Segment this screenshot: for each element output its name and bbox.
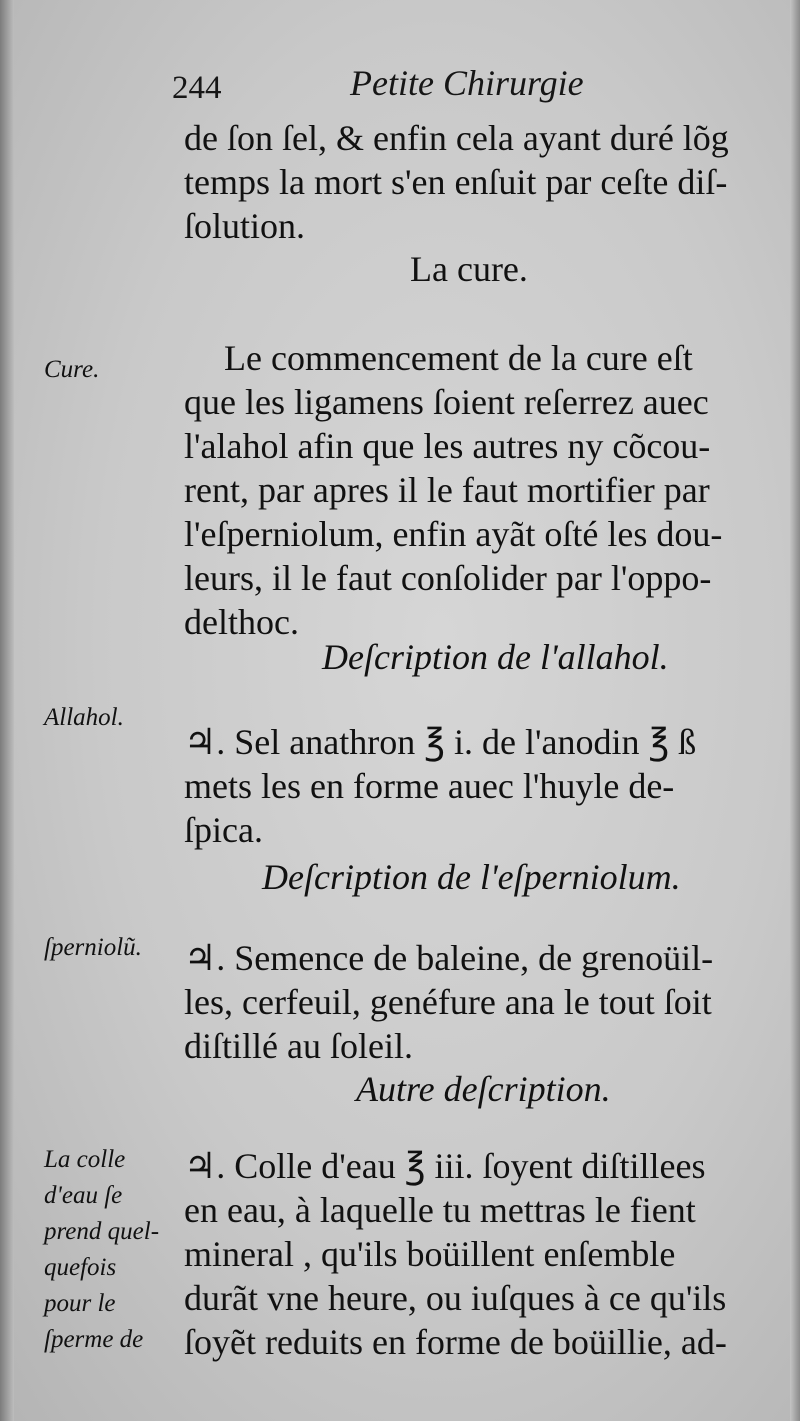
paragraph-top xyxy=(184,116,768,248)
text-line: rent, par apres il le faut mortifier par xyxy=(184,470,710,510)
text-line: Le commencement de la cure eſt xyxy=(224,338,693,378)
margin-note-line: quefois xyxy=(44,1254,117,1281)
margin-note-cure: Cure. xyxy=(44,356,100,383)
text-line: de ſon ſel, & enfin cela ayant duré lõg xyxy=(184,118,729,158)
margin-note-line: ſperme de xyxy=(44,1326,144,1353)
text-line: ♃. Semence de baleine, de grenoüil- xyxy=(184,938,714,978)
text-line: en eau, à laquelle tu mettras le fient xyxy=(184,1190,696,1230)
paragraph-cure xyxy=(184,336,768,644)
margin-note-sperniolu: ſperniolũ. xyxy=(44,934,142,961)
paragraph-autre xyxy=(184,1144,768,1364)
margin-note-line: La colle xyxy=(44,1146,126,1173)
margin-note-line: d'eau ſe xyxy=(44,1182,123,1209)
text-line: leurs, il le faut conſolider par l'oppo- xyxy=(184,558,712,598)
paragraph-esperniolum xyxy=(184,936,768,1068)
margin-note-allahol: Allahol. xyxy=(44,704,124,731)
page-right-edge xyxy=(790,0,800,1421)
margin-note-line: prend quel- xyxy=(44,1218,160,1245)
text-line: ♃. Sel anathron ℥ i. de l'anodin ℥ ß xyxy=(184,722,697,762)
text-line: ſpica. xyxy=(184,810,263,850)
margin-note-la-colle xyxy=(44,1142,184,1358)
text-line: ſoyẽt reduits en forme de boüillie, ad- xyxy=(184,1322,727,1362)
text-line: que les ligamens ſoient reſerrez auec xyxy=(184,382,709,422)
text-line: diſtillé au ſoleil. xyxy=(184,1026,413,1066)
heading-la-cure: La cure. xyxy=(410,249,528,289)
page-left-edge xyxy=(0,0,14,1421)
text-line: l'eſperniolum, enfin ayãt oſté les dou- xyxy=(184,514,723,554)
text-line: temps la mort s'en enſuit par ceſte diſ- xyxy=(184,162,728,202)
heading-description-esperniolum: Deſcription de l'eſperniolum. xyxy=(262,857,681,897)
page-number: 244 xyxy=(172,70,222,106)
margin-note-line: pour le xyxy=(44,1290,116,1317)
text-line: ♃. Colle d'eau ℥ iii. ſoyent diſtillees xyxy=(184,1146,706,1186)
running-title: Petite Chirurgie xyxy=(350,63,584,103)
paragraph-allahol xyxy=(184,720,768,852)
text-line: ſolution. xyxy=(184,206,306,246)
text-line: mineral , qu'ils boüillent enſemble xyxy=(184,1234,676,1274)
text-line: mets les en forme auec l'huyle de- xyxy=(184,766,675,806)
text-line: les, cerfeuil, genéfure ana le tout ſoit xyxy=(184,982,712,1022)
text-line: delthoc. xyxy=(184,602,299,642)
heading-autre-description: Autre deſcription. xyxy=(356,1069,611,1109)
page-header xyxy=(172,62,632,112)
text-line: durãt vne heure, ou iuſques à ce qu'ils xyxy=(184,1278,727,1318)
text-line: l'alahol afin que les autres ny cõcou- xyxy=(184,426,711,466)
heading-description-allahol: Deſcription de l'allahol. xyxy=(322,637,669,677)
